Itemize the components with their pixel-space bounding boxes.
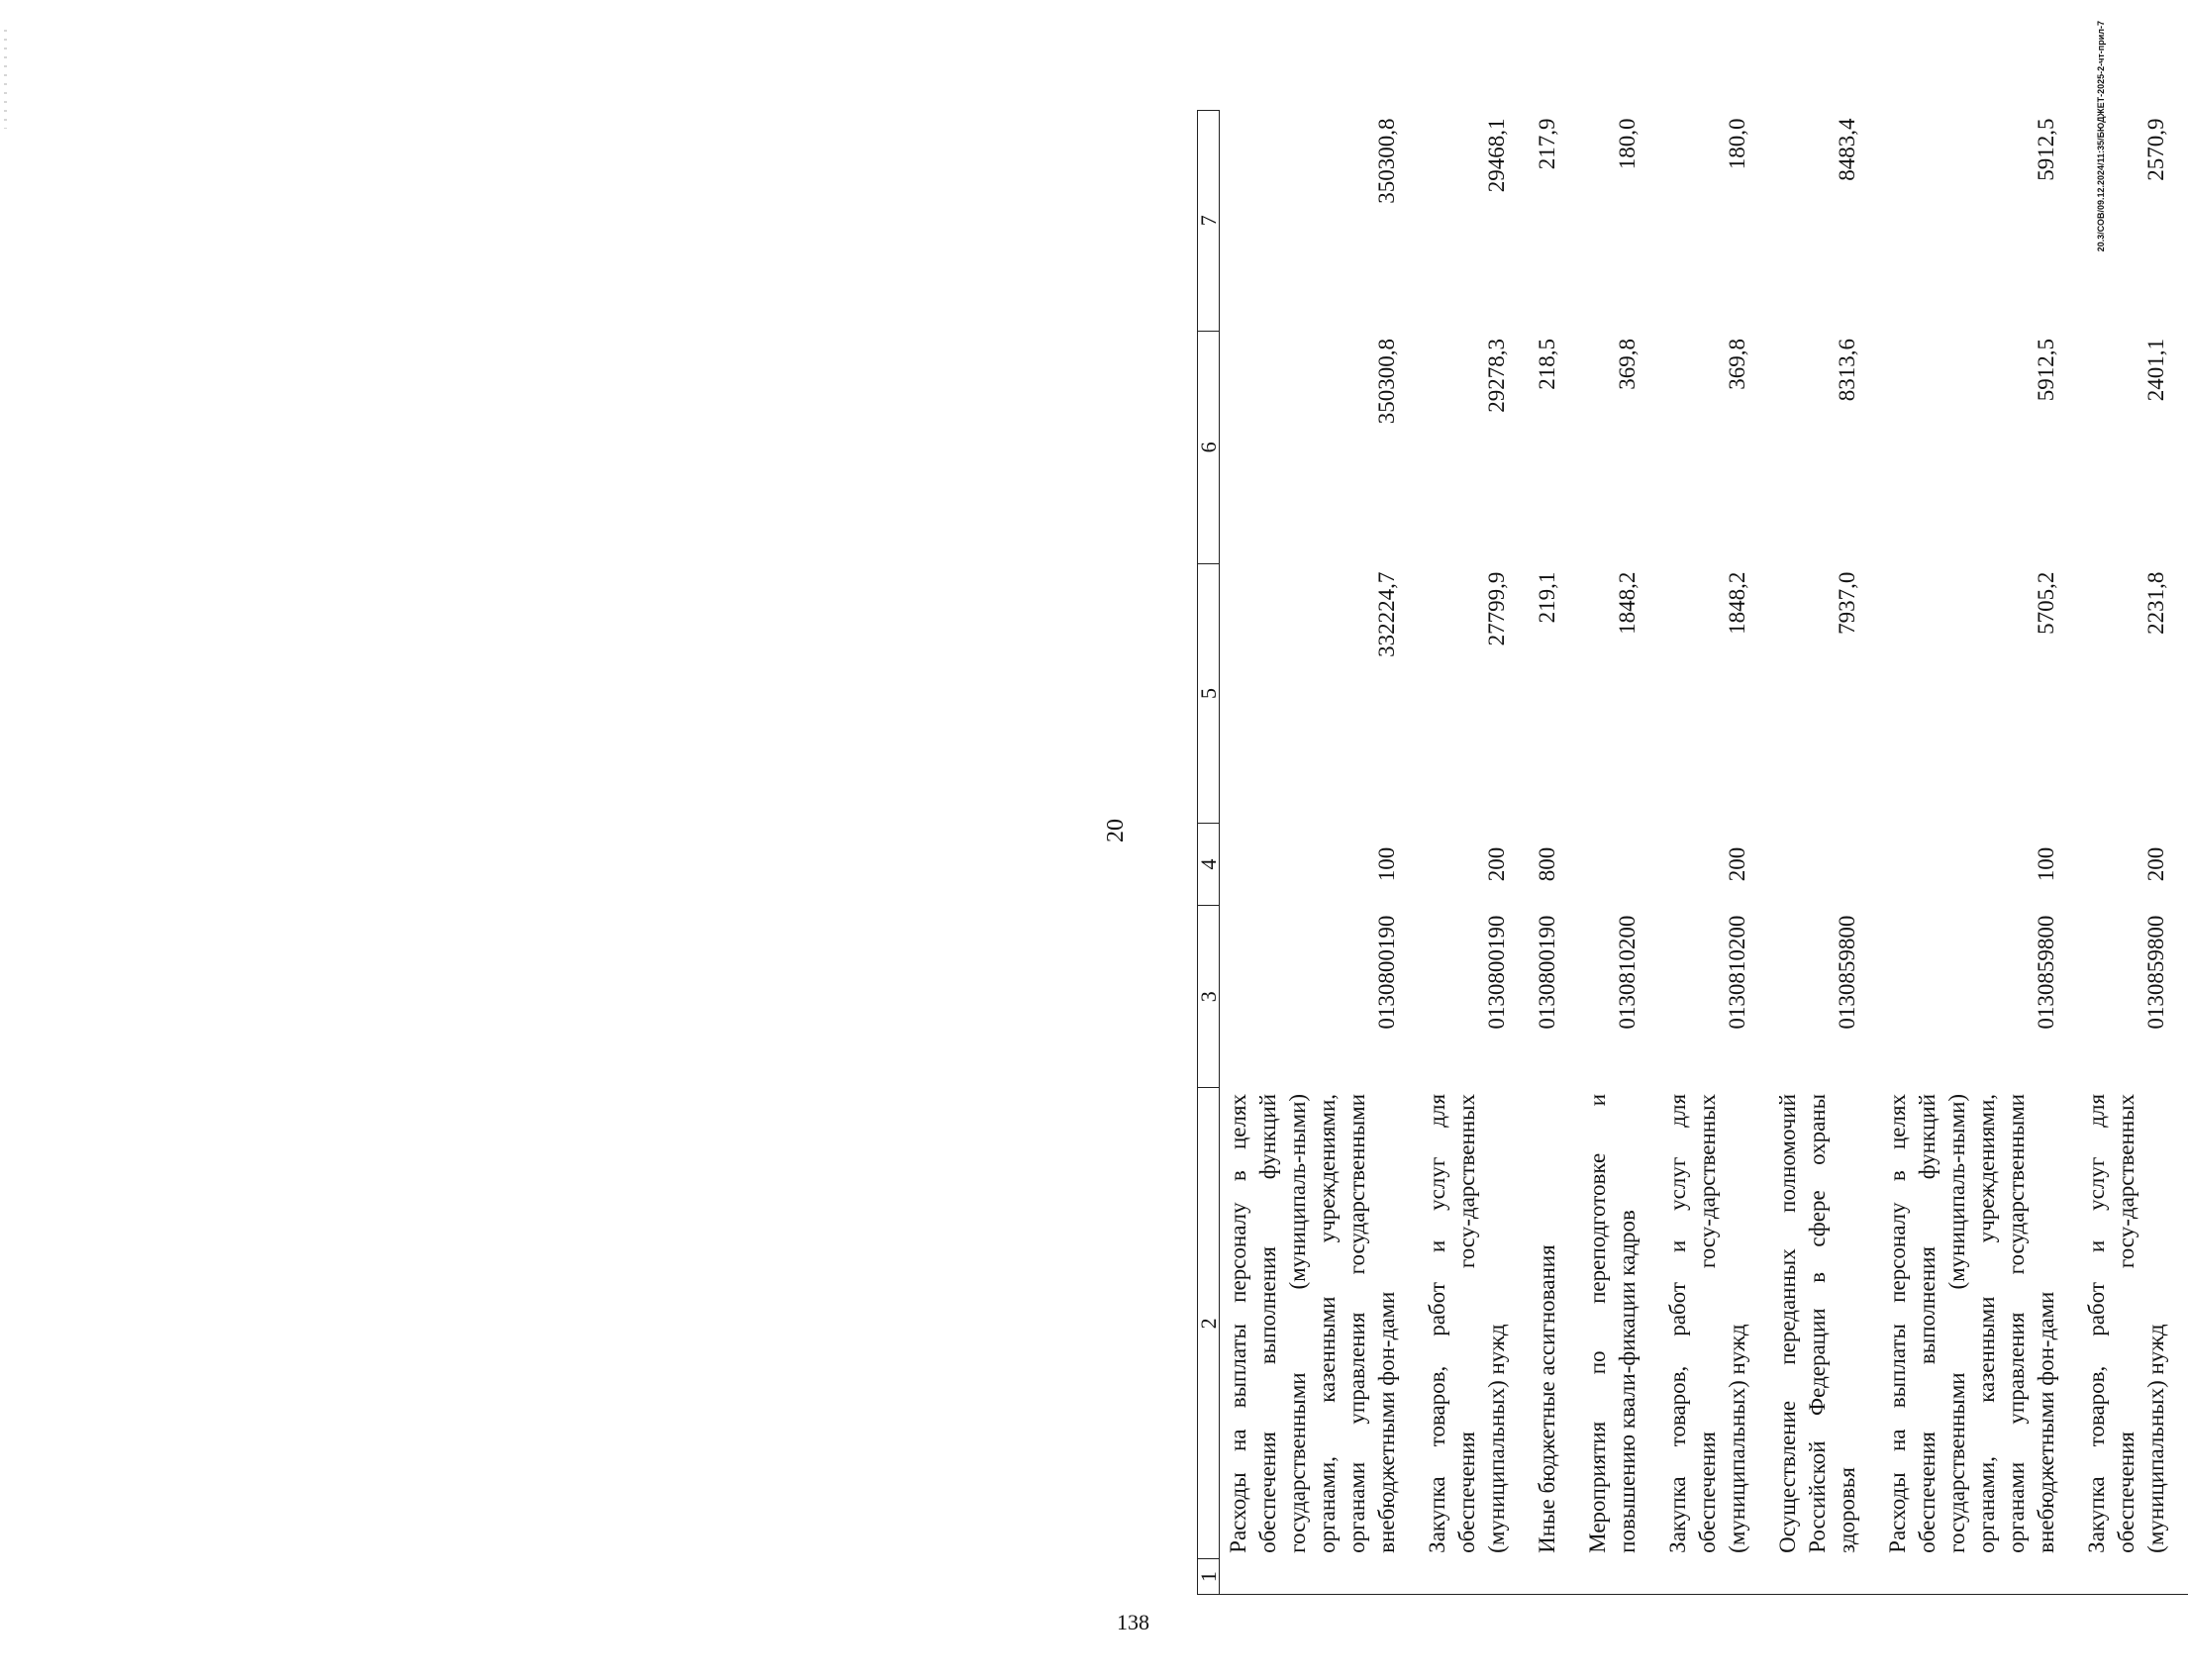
row-number-cell xyxy=(1529,1559,1579,1595)
target-code-cell: 0130800190 xyxy=(1484,915,1509,1030)
amount-2025-cell: 1848,2 xyxy=(1725,571,1749,635)
amount-2027-cell: 180,0 xyxy=(1615,118,1640,170)
expense-type-cell: 100 xyxy=(1374,846,1399,882)
target-code-cell: 0130859800 xyxy=(2143,915,2168,1030)
table-body xyxy=(1220,111,2188,1595)
amount-2027-cell: 29468,1 xyxy=(1484,118,1509,193)
header-cell: 4 xyxy=(1198,823,1220,905)
header-row xyxy=(1198,111,1220,1595)
row-number-cell xyxy=(1419,1559,1529,1595)
header-cell: 7 xyxy=(1198,111,1220,332)
expense-name-cell: Расходы на выплаты персоналу в целях обеспечения выполнения функций государственными (муниципаль-ными) органами, казенными учреждениями, органами управления государственными внебюджетными фон-дами xyxy=(1226,1093,1399,1553)
amount-2026-cell: 369,8 xyxy=(1725,339,1749,390)
table-row xyxy=(1769,111,1879,1595)
table-row xyxy=(1529,111,1579,1595)
amount-2025-cell: 332224,7 xyxy=(1374,571,1399,657)
row-number-cell xyxy=(1879,1559,2078,1595)
amount-2027-cell: 8483,4 xyxy=(1835,118,1859,181)
row-number-cell xyxy=(1579,1559,1659,1595)
amount-2026-cell: 2401,1 xyxy=(2143,339,2168,402)
expense-type-cell: 800 xyxy=(1535,846,1559,882)
expense-name-cell: Закупка товаров, работ и услуг для обеспечения госу-дарственных (муниципальных) нужд xyxy=(2084,1093,2168,1553)
header-cell: 3 xyxy=(1198,906,1220,1088)
amount-2027-cell: 5912,5 xyxy=(2034,118,2058,181)
row-number-cell xyxy=(2078,1559,2188,1595)
expense-type-cell: 200 xyxy=(2143,846,2168,882)
amount-2026-cell: 350300,8 xyxy=(1374,339,1399,425)
expense-type-cell: 200 xyxy=(1484,846,1509,882)
folio-number: 20 xyxy=(1103,819,1129,842)
table-row xyxy=(1419,111,1529,1595)
expense-type-cell xyxy=(1769,823,1879,905)
target-code-cell: 0130800190 xyxy=(1374,915,1399,1030)
row-number-cell xyxy=(1220,1559,1420,1595)
amount-2026-cell: 5912,5 xyxy=(2034,339,2058,402)
amount-2026-cell: 369,8 xyxy=(1615,339,1640,390)
scan-artifact xyxy=(4,30,7,129)
page-number: 138 xyxy=(1117,1610,1149,1634)
amount-2025-cell: 219,1 xyxy=(1535,571,1559,624)
table-row xyxy=(1879,111,2078,1595)
amount-2027-cell: 217,9 xyxy=(1535,118,1559,170)
row-number-cell xyxy=(1769,1559,1879,1595)
header-cell: 1 xyxy=(1198,1559,1220,1595)
budget-table xyxy=(1197,110,2188,1595)
target-code-cell: 0130859800 xyxy=(1835,915,1859,1030)
expense-name-cell: Осуществление переданных полномочий Российской Федерации в сфере охраны здоровья xyxy=(1775,1093,1859,1553)
amount-2025-cell: 7937,0 xyxy=(1835,571,1859,635)
target-code-cell: 0130810200 xyxy=(1725,915,1749,1030)
table-row xyxy=(1220,111,1420,1595)
header-cell: 6 xyxy=(1198,331,1220,564)
target-code-cell: 0130859800 xyxy=(2034,915,2058,1030)
amount-2027-cell: 350300,8 xyxy=(1374,118,1399,204)
amount-2027-cell: 180,0 xyxy=(1725,118,1749,170)
table-row xyxy=(2078,111,2188,1595)
row-number-cell xyxy=(1659,1559,1769,1595)
amount-2025-cell: 1848,2 xyxy=(1615,571,1640,635)
header-cell: 2 xyxy=(1198,1088,1220,1559)
expense-name-cell: Мероприятия по переподготовке и повышению квали-фикации кадров xyxy=(1585,1093,1640,1553)
expense-name-cell: Закупка товаров, работ и услуг для обеспечения госу-дарственных (муниципальных) нужд xyxy=(1665,1093,1749,1553)
expense-type-cell: 100 xyxy=(2034,846,2058,882)
amount-2027-cell: 2570,9 xyxy=(2143,118,2168,181)
table-row xyxy=(1579,111,1659,1595)
amount-2025-cell: 2231,8 xyxy=(2143,571,2168,635)
header-cell: 5 xyxy=(1198,564,1220,824)
expense-name-cell: Расходы на выплаты персоналу в целях обеспечения выполнения функций государственными (муниципаль-ными) органами, казенными учреждениями, органами управления государственными внебюджетными фон-дами xyxy=(1885,1093,2058,1553)
expense-name-cell: Закупка товаров, работ и услуг для обеспечения госу-дарственных (муниципальных) нужд xyxy=(1425,1093,1509,1553)
table-row xyxy=(1659,111,1769,1595)
expense-name-cell: Иные бюджетные ассигнования xyxy=(1535,1244,1559,1553)
amount-2026-cell: 8313,6 xyxy=(1835,339,1859,402)
amount-2025-cell: 5705,2 xyxy=(2034,571,2058,635)
expense-type-cell: 200 xyxy=(1725,846,1749,882)
target-code-cell: 0130810200 xyxy=(1615,915,1640,1030)
amount-2025-cell: 27799,9 xyxy=(1484,571,1509,646)
rotated-page-content xyxy=(1091,11,2168,1595)
amount-2026-cell: 29278,3 xyxy=(1484,339,1509,413)
amount-2026-cell: 218,5 xyxy=(1535,339,1559,390)
target-code-cell: 0130800190 xyxy=(1535,915,1559,1030)
expense-type-cell xyxy=(1579,823,1659,905)
document-code: 20.3/СОВ/09.12.2024/11:35/БЮДЖЕТ-2025-2-чт-прил-7 xyxy=(2096,21,2106,252)
